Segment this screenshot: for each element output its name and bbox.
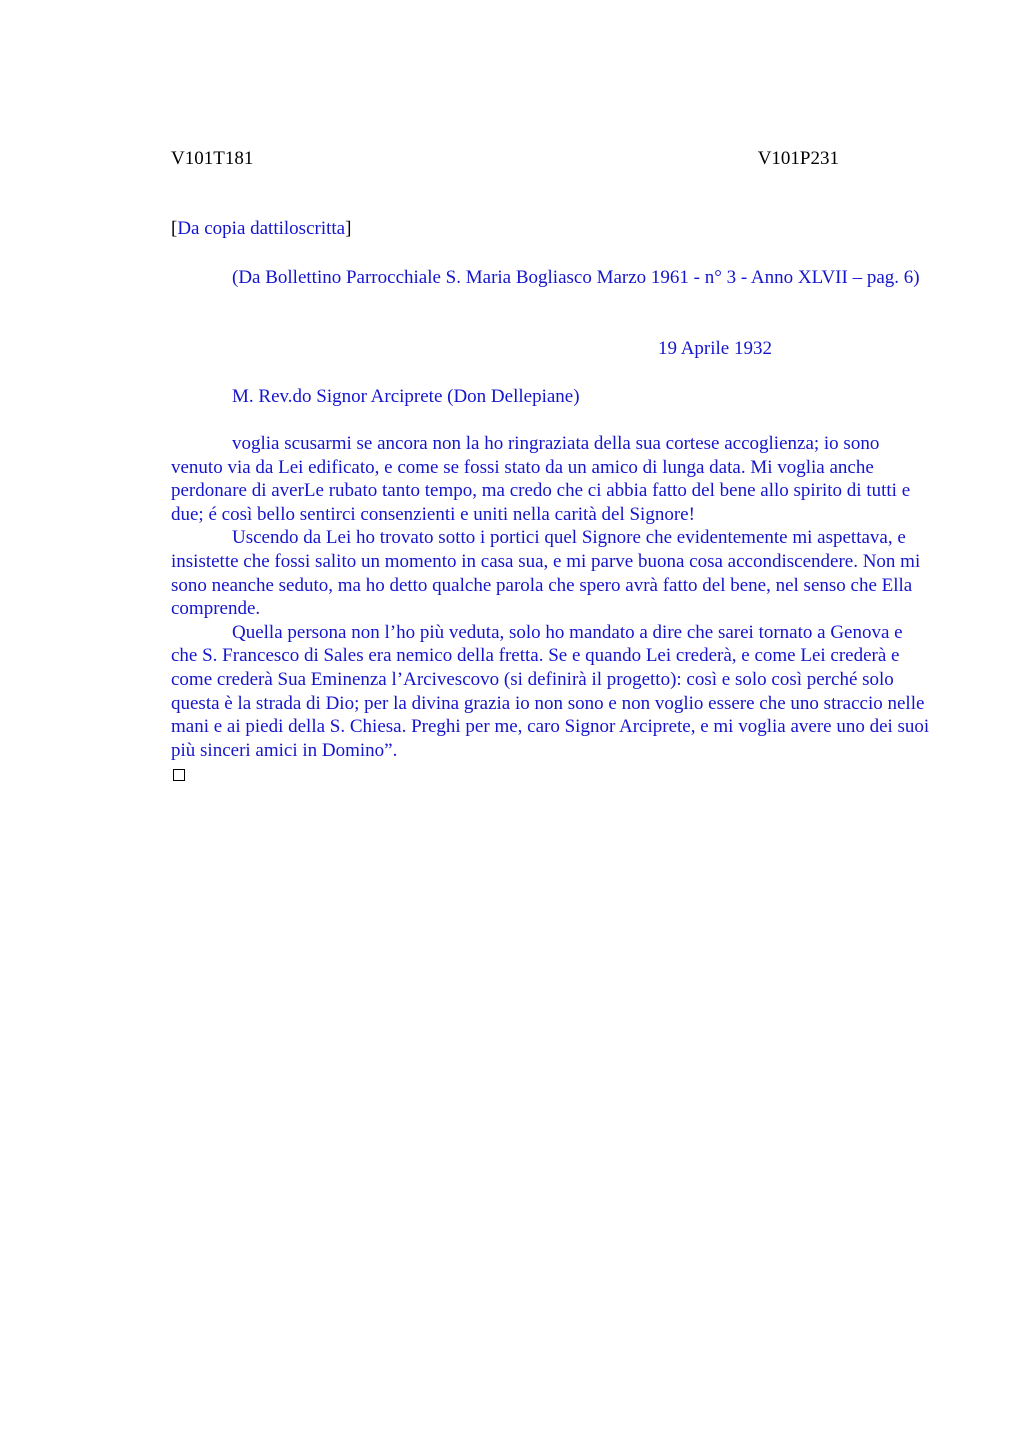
header-left-code: V101T181 — [171, 148, 254, 169]
source-citation: (Da Bollettino Parrocchiale S. Maria Bogliasco Marzo 1961 - n° 3 - Anno XLVII – pag. 6) — [232, 267, 920, 288]
transcription-note — [171, 217, 351, 240]
letter-paragraph: Uscendo da Lei ho trovato sotto i portici quel Signore che evidentemente mi aspettava, e insistette che fossi salito un momento in casa sua, e mi parve buona cosa accondiscendere. Non mi sono neanche seduto, ma ho detto qualche parola che spero avrà fatto del bene, nel senso che Ella comprende. — [171, 527, 921, 620]
letter-body — [171, 432, 931, 762]
letter-paragraph: Quella persona non l’ho più veduta, solo ho mandato a dire che sarei tornato a Genova e che S. Francesco di Sales era nemico della fretta. Se e quando Lei crederà, e come Lei crederà e come crederà Sua Eminenza l’Arcivescovo (si definirà il progetto): così e solo così perché solo questa è la strada di Dio; per la divina grazia io non sono e non voglio essere che uno straccio nelle mani e ai piedi della S. Chiesa. Preghi per me, caro Signor Arciprete, e mi voglia avere uno dei suoi più sinceri amici in Domino”. — [171, 621, 930, 761]
note-open-bracket: [ — [171, 218, 178, 239]
header-right-code: V101P231 — [757, 148, 839, 169]
letter-paragraph: voglia scusarmi se ancora non la ho ringraziata della sua cortese accoglienza; io sono venuto via da Lei edificato, e come se fossi stato da un amico di lunga data. Mi voglia anche perdonare di averLe rubato tanto tempo, ma credo che ci abbia fatto del bene allo spirito di tutti e due; é così bello sentirci consenzienti e uniti nella carità del Signore! — [171, 433, 911, 525]
letter-salutation: M. Rev.do Signor Arciprete (Don Dellepiane) — [232, 386, 580, 407]
note-close-bracket: ] — [345, 218, 352, 239]
square-outline-icon — [173, 769, 185, 781]
document-page — [171, 0, 931, 1450]
note-text: Da copia dattiloscritta — [177, 218, 346, 239]
letter-date: 19 Aprile 1932 — [658, 338, 772, 359]
